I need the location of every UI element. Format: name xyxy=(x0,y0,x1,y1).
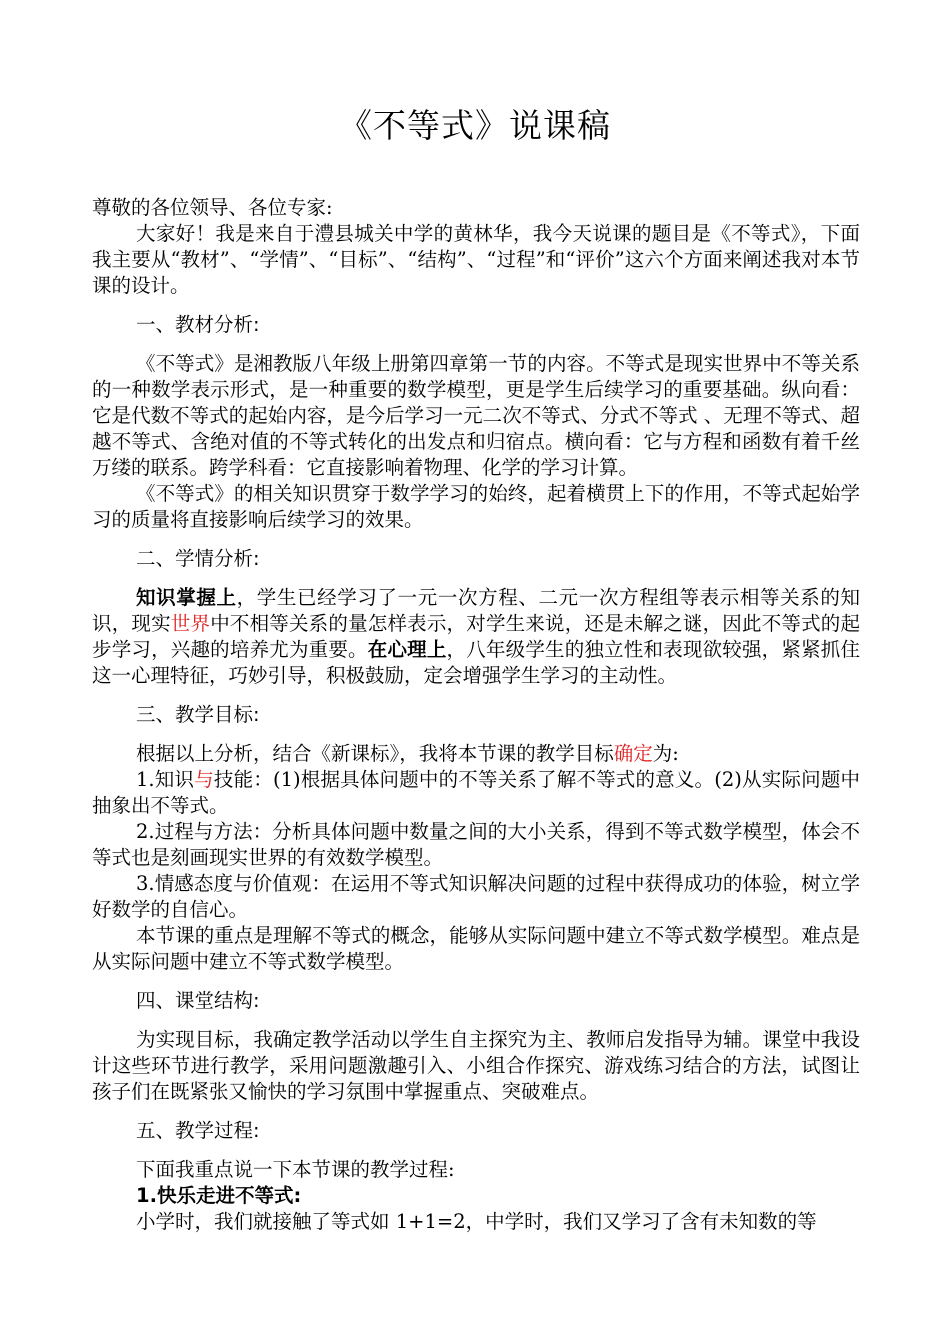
bold-phrase-psychology: 在心理上 xyxy=(367,638,447,661)
goal-2: 2.过程与方法：分析具体问题中数量之间的大小关系，得到不等式数学模型，体会不等式也是刻画现实世界的有效数学模型。 xyxy=(92,820,860,869)
section-heading-textbook-analysis: 一、教材分析: xyxy=(136,313,260,336)
section-heading-teaching-goals: 三、教学目标: xyxy=(136,703,260,726)
focus-difficulty-paragraph: 本节课的重点是理解不等式的概念，能够从实际问题中建立不等式数学模型。难点是从实际问题中建立不等式数学模型。 xyxy=(92,924,860,973)
section-heading-student-analysis: 二、学情分析: xyxy=(136,547,260,570)
red-phrase-and: 与 xyxy=(194,768,214,791)
text-segment: 为: xyxy=(652,742,679,765)
text-segment: 1.知识 xyxy=(136,768,195,791)
student-analysis-paragraph xyxy=(92,585,860,689)
section-heading-teaching-process: 五、教学过程: xyxy=(136,1119,260,1142)
text-segment: 中不相等关系的量怎样表示，对学生来说，还是未解之谜，因此不等式的起步学习，兴趣的培养尤为重要。 xyxy=(92,612,860,661)
class-structure-paragraph: 为实现目标，我确定教学活动以学生自主探究为主、教师启发指导为辅。课堂中我设计这些环节进行教学，采用问题激趣引入、小组合作探究、游戏练习结合的方法，试图让孩子们在既紧张又愉快的学习氛围中掌握重点、突破难点。 xyxy=(92,1028,860,1103)
greeting: 尊敬的各位领导、各位专家: xyxy=(92,196,333,219)
goals-lead xyxy=(92,741,860,767)
goal-1 xyxy=(92,767,860,819)
goal-3: 3.情感态度与价值观：在运用不等式知识解决问题的过程中获得成功的体验，树立学好数学的自信心。 xyxy=(92,872,860,921)
red-phrase-world: 世界 xyxy=(170,612,211,635)
subheading-enter-inequality: 1.快乐走进不等式: xyxy=(136,1184,302,1207)
red-phrase-determine: 确定 xyxy=(613,742,653,765)
process-lead: 下面我重点说一下本节课的教学过程: xyxy=(136,1158,455,1181)
page-title: 《不等式》说课稿 xyxy=(339,106,611,145)
bold-phrase-knowledge: 知识掌握上 xyxy=(136,586,237,609)
textbook-analysis-paragraph-1: 《不等式》是湘教版八年级上册第四章第一节的内容。不等式是现实世界中不等关系的一种数学表示形式，是一种重要的数学模型，更是学生后续学习的重要基础。纵向看：它是代数不等式的起始内容，是今后学习一元二次不等式、分式不等式 、无理不等式、超越不等式、含绝对值的不等式转化的出发点和归宿点。横向看：它与方程和函数有着千丝万缕的联系。跨学科看：它直接影响着物理、化学的学习计算。 xyxy=(92,352,860,479)
intro-paragraph: 大家好！我是来自于澧县城关中学的黄林华，我今天说课的题目是《不等式》，下面我主要从“教材”、“学情”、“目标”、“结构”、“过程”和“评价”这六个方面来阐述我对本节课的设计。 xyxy=(92,222,860,297)
text-segment: ，学生已经学习了一元一次方程、二元一次方程组等表示相等关系的知识，现实 xyxy=(92,586,860,635)
text-segment: 根据以上分析，结合《新课标》，我将本节课的教学目标 xyxy=(136,742,614,765)
process-paragraph-1: 小学时，我们就接触了等式如 1+1=2，中学时，我们又学习了含有未知数的等 xyxy=(136,1210,817,1233)
document-body xyxy=(92,195,860,1235)
section-heading-class-structure: 四、课堂结构: xyxy=(136,989,260,1012)
text-segment: ，八年级学生的独立性和表现欲较强，紧紧抓住这一心理特征，巧妙引导，积极鼓励，定会增强学生学习的主动性。 xyxy=(92,638,860,687)
textbook-analysis-paragraph-2: 《不等式》的相关知识贯穿于数学学习的始终，起着横贯上下的作用，不等式起始学习的质量将直接影响后续学习的效果。 xyxy=(92,482,860,531)
text-segment: 技能：(1)根据具体问题中的不等关系了解不等式的意义。(2)从实际问题中抽象出不等式。 xyxy=(92,768,861,817)
